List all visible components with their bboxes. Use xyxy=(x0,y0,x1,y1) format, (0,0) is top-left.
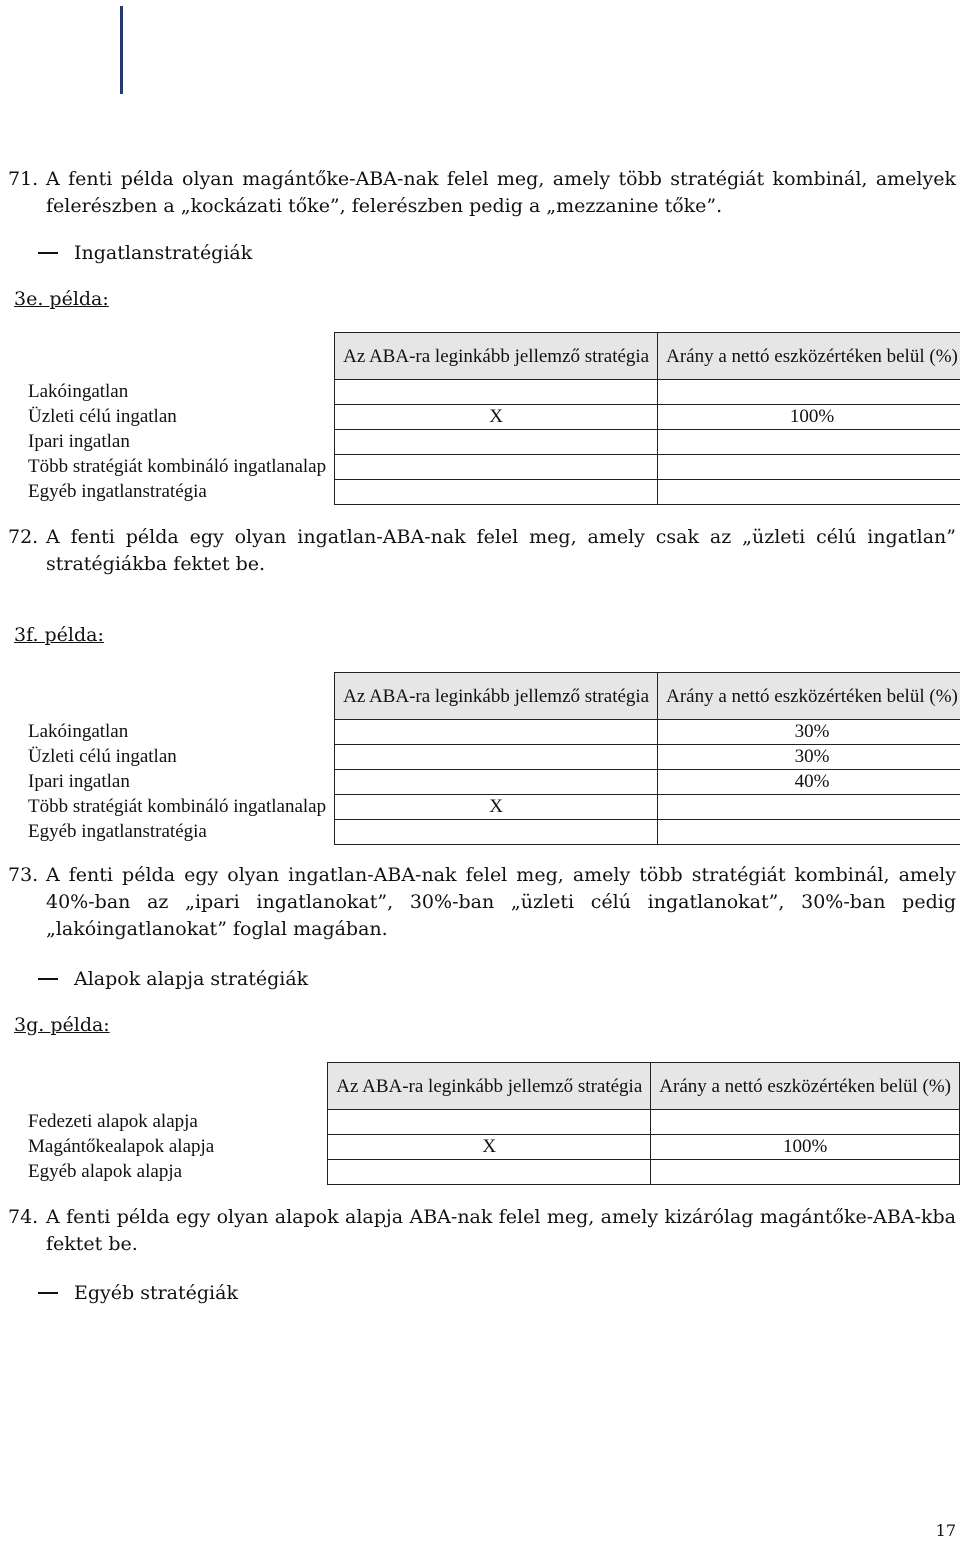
table-row xyxy=(20,770,960,795)
row-strategy-cell xyxy=(328,1160,651,1185)
row-strategy-cell xyxy=(335,455,658,480)
table-row xyxy=(20,820,960,845)
header-rule xyxy=(120,6,123,94)
paragraph-number: 73. xyxy=(8,864,39,886)
row-label: Egyéb ingatlanstratégia xyxy=(28,821,207,842)
row-strategy-cell: X xyxy=(335,795,658,820)
row-ratio-cell xyxy=(658,795,960,820)
row-ratio-cell xyxy=(658,480,960,505)
paragraph-71 xyxy=(8,166,956,220)
example-title-3f: 3f. példa: xyxy=(14,624,104,646)
example-title-3g: 3g. példa: xyxy=(14,1014,110,1036)
header-strategy: Az ABA-ra leginkább jellemző stratégia xyxy=(335,673,658,720)
row-label: Üzleti célú ingatlan xyxy=(28,406,177,427)
row-ratio-cell xyxy=(658,455,960,480)
dash-bullet xyxy=(38,1292,58,1294)
table-row xyxy=(20,480,960,505)
page-number: 17 xyxy=(935,1521,956,1540)
row-label: Lakóingatlan xyxy=(28,381,129,402)
table-header-row xyxy=(20,1063,960,1110)
paragraph-72 xyxy=(8,524,956,578)
dash-bullet xyxy=(38,252,58,254)
header-ratio: Arány a nettó eszközértéken belül (%) xyxy=(658,333,960,380)
row-ratio-cell: 40% xyxy=(658,770,960,795)
row-ratio-cell: 100% xyxy=(651,1135,960,1160)
paragraph-text: A fenti példa egy olyan ingatlan-ABA-nak felel meg, amely csak az „üzleti célú ingatlan” stratégiákba fektet be. xyxy=(46,526,956,575)
section-heading-text: Ingatlanstratégiák xyxy=(74,242,253,264)
section-heading-fund-of-funds xyxy=(38,968,308,990)
row-ratio-cell xyxy=(651,1110,960,1135)
table-3e xyxy=(20,332,960,505)
paragraph-text: A fenti példa egy olyan ingatlan-ABA-nak felel meg, amely több stratégiát kombinál, amely 40%-ban az „ipari ingatlanokat”, 30%-ban „üzleti célú ingatlanokat”, 30%-ban pedig „lakóingatlanokat” foglal magában. xyxy=(46,864,956,940)
header-ratio: Arány a nettó eszközértéken belül (%) xyxy=(658,673,960,720)
row-label: Lakóingatlan xyxy=(28,721,129,742)
section-heading-real-estate xyxy=(38,242,252,264)
row-label: Magántőkealapok alapja xyxy=(28,1136,215,1157)
example-title-3e: 3e. példa: xyxy=(14,288,109,310)
paragraph-74 xyxy=(8,1204,956,1258)
row-strategy-cell xyxy=(335,820,658,845)
row-label: Több stratégiát kombináló ingatlanalap xyxy=(28,456,327,477)
row-strategy-cell xyxy=(335,380,658,405)
paragraph-text: A fenti példa egy olyan alapok alapja ABA-nak felel meg, amely kizárólag magántőke-ABA-kba fektet be. xyxy=(46,1206,956,1255)
row-ratio-cell: 30% xyxy=(658,745,960,770)
row-label: Egyéb ingatlanstratégia xyxy=(28,481,207,502)
row-label: Egyéb alapok alapja xyxy=(28,1161,183,1182)
header-ratio: Arány a nettó eszközértéken belül (%) xyxy=(651,1063,960,1110)
table-header-row xyxy=(20,673,960,720)
dash-bullet xyxy=(38,978,58,980)
table-row xyxy=(20,1110,960,1135)
row-label: Több stratégiát kombináló ingatlanalap xyxy=(28,796,327,817)
row-strategy-cell xyxy=(335,745,658,770)
table-row xyxy=(20,1160,960,1185)
row-strategy-cell xyxy=(335,720,658,745)
row-strategy-cell xyxy=(335,770,658,795)
table-row xyxy=(20,720,960,745)
table-row xyxy=(20,380,960,405)
row-ratio-cell xyxy=(651,1160,960,1185)
paragraph-73 xyxy=(8,862,956,943)
table-row xyxy=(20,1135,960,1160)
row-strategy-cell xyxy=(328,1110,651,1135)
table-row xyxy=(20,795,960,820)
row-label: Ipari ingatlan xyxy=(28,431,130,452)
table-3g xyxy=(20,1062,960,1185)
table-3f xyxy=(20,672,960,845)
paragraph-number: 71. xyxy=(8,168,39,190)
section-heading-text: Egyéb stratégiák xyxy=(74,1282,238,1304)
table-header-row xyxy=(20,333,960,380)
row-label: Üzleti célú ingatlan xyxy=(28,746,177,767)
paragraph-text: A fenti példa olyan magántőke-ABA-nak felel meg, amely több stratégiát kombinál, amelyek felerészben a „kockázati tőke”, felerészben pedig a „mezzanine tőke”. xyxy=(46,168,956,217)
row-strategy-cell: X xyxy=(328,1135,651,1160)
table-row xyxy=(20,405,960,430)
row-ratio-cell xyxy=(658,430,960,455)
row-strategy-cell xyxy=(335,480,658,505)
table-row xyxy=(20,430,960,455)
row-ratio-cell: 100% xyxy=(658,405,960,430)
row-ratio-cell: 30% xyxy=(658,720,960,745)
table-row xyxy=(20,455,960,480)
section-heading-other xyxy=(38,1282,238,1304)
header-strategy: Az ABA-ra leginkább jellemző stratégia xyxy=(328,1063,651,1110)
paragraph-number: 74. xyxy=(8,1206,39,1228)
row-strategy-cell xyxy=(335,430,658,455)
row-ratio-cell xyxy=(658,820,960,845)
section-heading-text: Alapok alapja stratégiák xyxy=(74,968,309,990)
row-strategy-cell: X xyxy=(335,405,658,430)
table-row xyxy=(20,745,960,770)
paragraph-number: 72. xyxy=(8,526,39,548)
header-strategy: Az ABA-ra leginkább jellemző stratégia xyxy=(335,333,658,380)
row-label: Ipari ingatlan xyxy=(28,771,130,792)
row-label: Fedezeti alapok alapja xyxy=(28,1111,198,1132)
row-ratio-cell xyxy=(658,380,960,405)
